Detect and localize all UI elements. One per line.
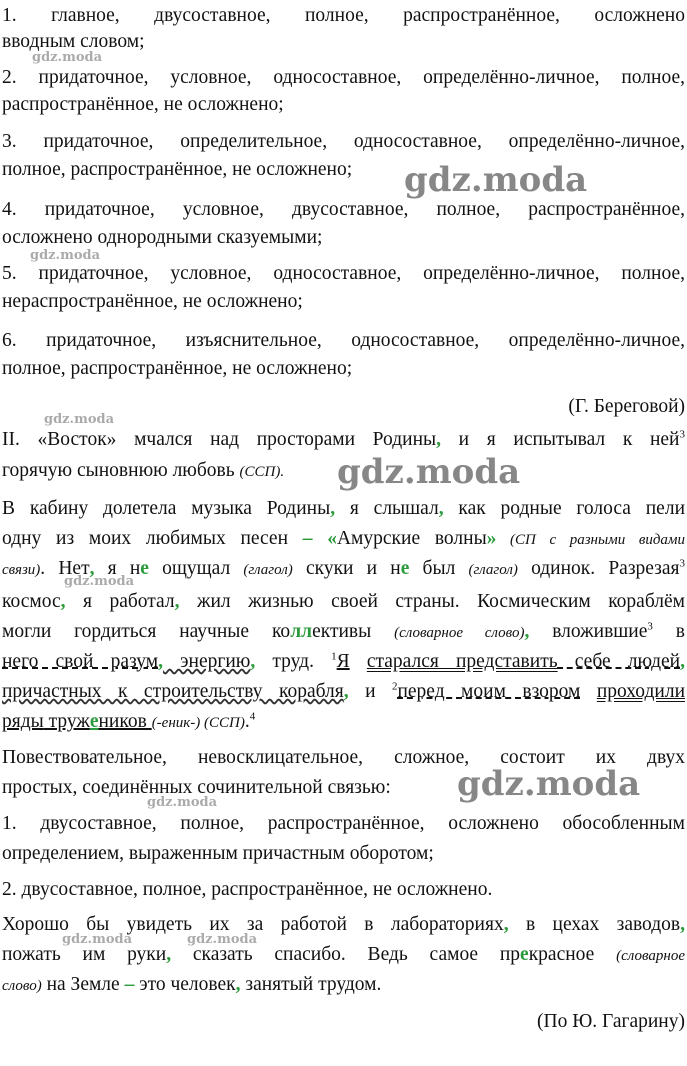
list-item-1-line-1: 1. главное, двусоставное, полное, распространённое, осложнено (2, 5, 685, 26)
part2-line-8: него свой разум, энергию, труд. $^1$Я старался представить себе людей, (2, 650, 685, 672)
watermark-logo: gdz.moda (457, 764, 641, 804)
watermark-logo: gdz.moda (337, 452, 521, 492)
part2-line-1: II. «Восток» мчался над просторами Родины, и я испытывал к ней$^3$ (2, 428, 685, 450)
part2-line-3: В кабину долетела музыка Родины, я слышал, как родные голоса пели (2, 498, 686, 519)
part2-line-7: могли гордиться научные коллективы (словарное слово), вложившие$^3$ в (2, 620, 685, 642)
watermark-logo: gdz.moda (62, 932, 133, 947)
part2-line-6: космос, я работал, жил жизнью своей страны. Космическим кораблём (2, 591, 685, 612)
analysis-line-3: 1. двусоставное, полное, распространённое, осложнено обособленным (2, 813, 685, 834)
list-item-3-line-2: полное, распространённое, не осложнено; (2, 159, 353, 180)
watermark-logo: gdz.moda (30, 248, 101, 263)
analysis-line-1: Повествовательное, невосклицательное, сложное, состоит их двух (2, 747, 685, 768)
part2-line-4: одну из моих любимых песен – «Амурские волны» (СП с разными видами (2, 528, 686, 549)
list-item-4-line-2: осложнено однородными сказуемыми; (2, 227, 323, 248)
list-item-2-line-2: распространённое, не осложнено; (2, 94, 284, 115)
watermark-logo: gdz.moda (147, 795, 218, 810)
part3-line-3: слово) на Земле – это человек, занятый трудом. (2, 974, 382, 995)
list-item-6-line-2: полное, распространённое, не осложнено; (2, 358, 353, 379)
list-item-4-line-1: 4. придаточное, условное, двусоставное, полное, распространённое, (2, 199, 685, 220)
part3-line-2: пожать им руки, сказать спасибо. Ведь самое прекрасное (словарное (2, 944, 685, 965)
list-item-2-line-1: 2. придаточное, условное, односоставное, определённо-личное, полное, (2, 67, 685, 88)
watermark-logo: gdz.moda (64, 574, 135, 589)
list-item-3-line-1: 3. придаточное, определительное, односоставное, определённо-личное, (2, 131, 685, 152)
part2-line-2: горячую сыновнюю любовь (ССП). (2, 460, 285, 481)
analysis-line-2: простых, соединённых сочинительной связью: (2, 777, 391, 798)
part2-line-5: связи). Нет, я не ощущал (глагол) скуки и не был (глагол) одинок. Разрезая$^3$ (2, 557, 686, 579)
analysis-line-5: 2. двусоставное, полное, распространённое, не осложнено. (2, 879, 493, 900)
watermark-logo: gdz.moda (44, 412, 115, 427)
watermark-logo: gdz.moda (187, 932, 258, 947)
list-item-5-line-1: 5. придаточное, условное, односоставное, определённо-личное, полное, (2, 263, 685, 284)
part3-line-1: Хорошо бы увидеть их за работой в лабораториях, в цехах заводов, (2, 914, 685, 935)
part2-line-10: ряды тружеников (-еник-) (ССП).$^4$ (2, 710, 256, 732)
attribution-gagarin: (По Ю. Гагарину) (537, 1011, 685, 1032)
part2-line-9: причастных к строительству корабля, и $^2$перед моим взором проходили (2, 680, 686, 702)
watermark-logo: gdz.moda (404, 160, 588, 200)
list-item-5-line-2: нераспространённое, не осложнено; (2, 291, 303, 312)
list-item-1-line-2: вводным словом; (2, 31, 145, 52)
attribution-beregovoy: (Г. Береговой) (568, 396, 685, 417)
list-item-6-line-1: 6. придаточное, изъяснительное, односоставное, определённо-личное, (2, 330, 685, 351)
watermark-logo: gdz.moda (32, 50, 103, 65)
analysis-line-4: определением, выраженным причастным оборотом; (2, 843, 434, 864)
